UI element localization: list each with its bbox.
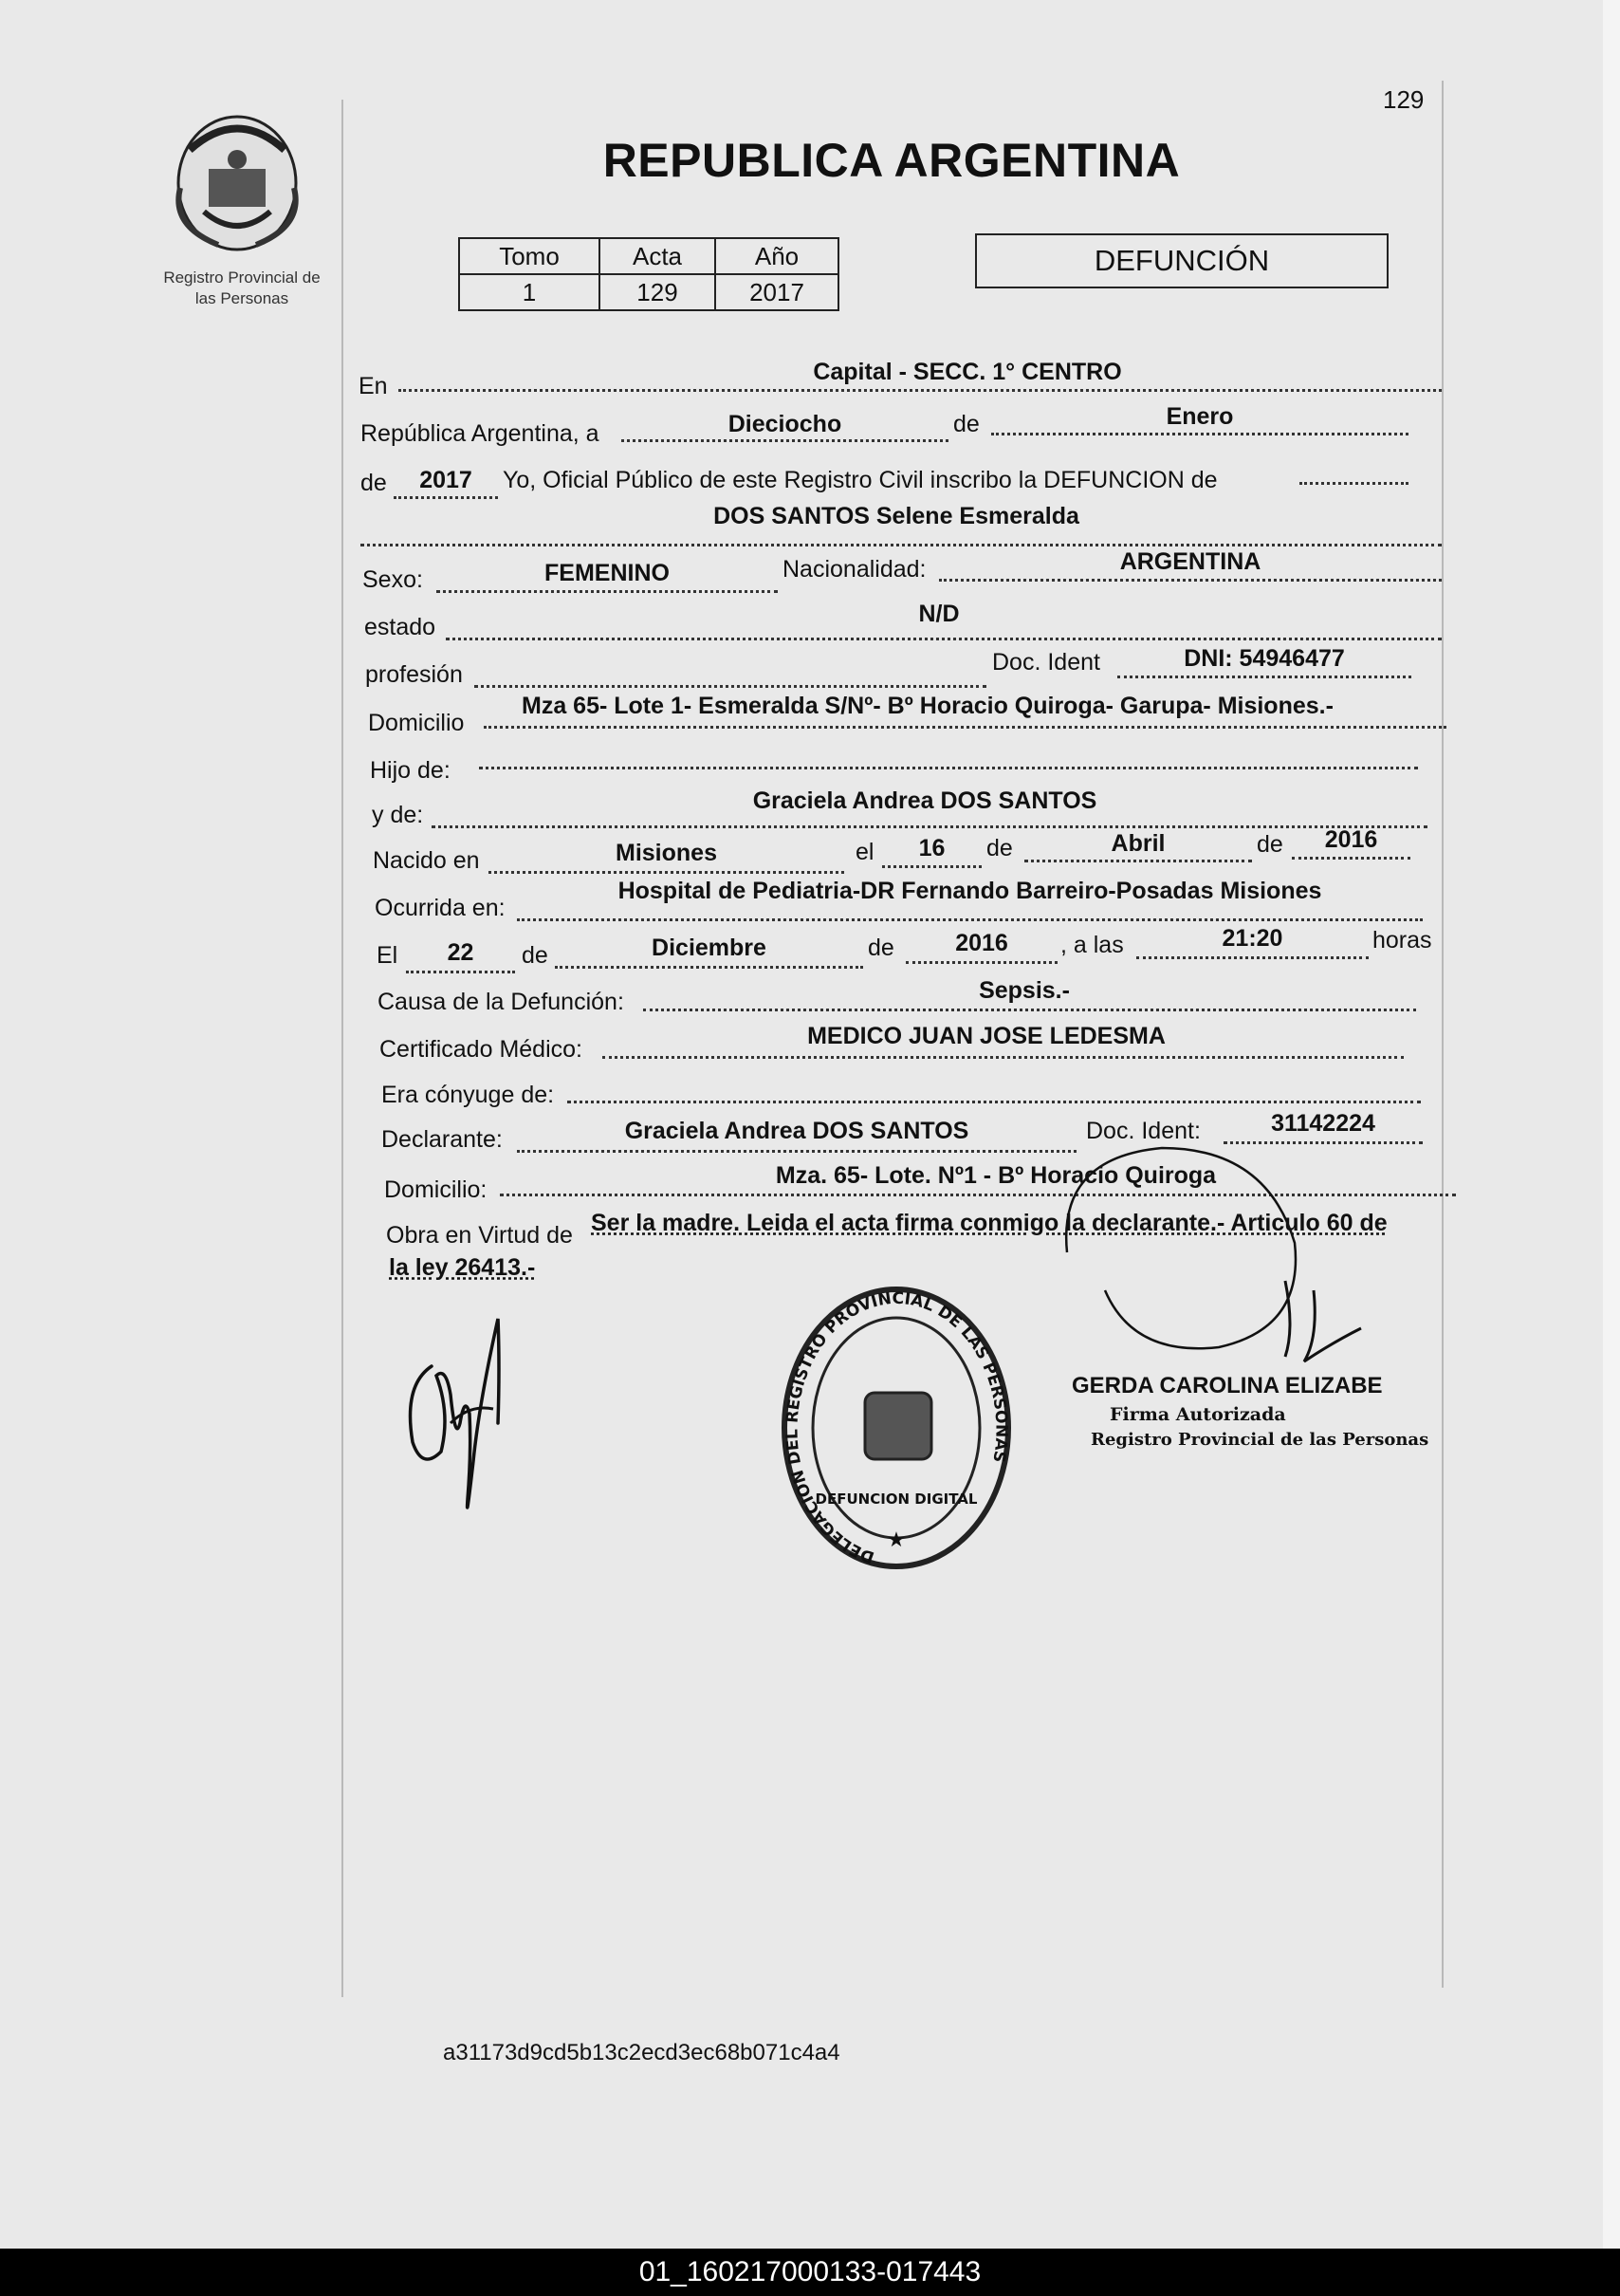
- doc-value: DNI: 54946477: [1184, 645, 1345, 672]
- nac-mes-value: Abril: [1111, 830, 1166, 857]
- nac-dia-value: 16: [918, 835, 946, 861]
- hijo-dots: [479, 767, 1418, 769]
- de-label: de: [953, 411, 980, 437]
- hora-value: 21:20: [1222, 925, 1283, 952]
- hijo-label: Hijo de:: [370, 757, 451, 784]
- province-seal-icon: [152, 112, 322, 254]
- en-value: Capital - SECC. 1° CENTRO: [813, 359, 1122, 385]
- nac-anio-dots: [1292, 857, 1410, 860]
- sexo-label: Sexo:: [362, 566, 423, 593]
- day-value: Dieciocho: [727, 411, 842, 437]
- def-mes-value: Diciembre: [652, 935, 766, 961]
- svg-text:★: ★: [887, 1528, 906, 1551]
- domicilio2-value: Mza. 65- Lote. Nº1 - Bº Horacio Quiroga: [775, 1162, 1217, 1189]
- official-signature: [394, 1309, 536, 1542]
- nacionalidad-label: Nacionalidad:: [782, 556, 927, 583]
- hora-dots: [1136, 956, 1369, 959]
- nac-de2-label: de: [1257, 831, 1283, 858]
- nacido-value: Misiones: [616, 840, 717, 866]
- declarante-label: Declarante:: [381, 1126, 503, 1153]
- def-de1-label: de: [522, 942, 548, 969]
- sexo-dots: [436, 590, 778, 593]
- margin-line-left: [341, 100, 343, 1997]
- round-stamp-inner: DEFUNCION DIGITAL: [815, 1491, 978, 1508]
- certificado-value: MEDICO JUAN JOSE LEDESMA: [807, 1023, 1166, 1049]
- ocurrida-label: Ocurrida en:: [375, 895, 506, 921]
- inscribo-dots: [1299, 482, 1408, 485]
- inscribo-text: Yo, Oficial Público de este Registro Civil inscribo la DEFUNCION de: [503, 467, 1218, 493]
- el2-label: El: [377, 942, 398, 969]
- profesion-label: profesión: [365, 661, 463, 688]
- yde-label: y de:: [372, 802, 424, 828]
- domicilio-dots: [484, 726, 1446, 729]
- estado-label: estado: [364, 614, 436, 640]
- certificado-dots: [602, 1056, 1404, 1059]
- record-table: [458, 237, 839, 311]
- name-dots: [360, 544, 1442, 546]
- file-id-bar: 01_160217000133-017443: [0, 2249, 1620, 2296]
- record-type-box: DEFUNCIÓN: [975, 233, 1389, 288]
- declarante-dots: [517, 1150, 1077, 1153]
- officer-role: Firma Autorizada: [1110, 1404, 1286, 1425]
- tomo-value: 1: [459, 274, 599, 310]
- el-label: el: [856, 839, 874, 865]
- margin-line-right: [1442, 81, 1444, 1988]
- certificado-label: Certificado Médico:: [379, 1036, 582, 1063]
- obra-value-line2: la ley 26413.-: [389, 1254, 536, 1281]
- alas-label: , a las: [1060, 932, 1124, 958]
- doc2-label: Doc. Ident:: [1086, 1118, 1201, 1144]
- registry-name-line1: Registro Provincial de: [163, 268, 321, 287]
- anio-value: 2017: [715, 274, 838, 310]
- declarante-value: Graciela Andrea DOS SANTOS: [624, 1118, 969, 1144]
- deceased-name: DOS SANTOS Selene Esmeralda: [713, 503, 1079, 529]
- obra-label: Obra en Virtud de: [386, 1222, 573, 1249]
- nacionalidad-dots: [939, 579, 1442, 582]
- round-stamp-text: DELEGACION DEL REGISTRO PROVINCIAL DE LAS PERSONAS: [782, 1288, 1011, 1567]
- declarant-signature: [1048, 1139, 1408, 1390]
- sexo-value: FEMENINO: [544, 560, 670, 586]
- conyuge-dots: [567, 1101, 1421, 1103]
- horas-label: horas: [1372, 927, 1432, 954]
- ocurrida-dots: [517, 918, 1423, 921]
- nac-de1-label: de: [986, 835, 1013, 861]
- nac-anio-value: 2016: [1324, 826, 1378, 853]
- page-title: REPUBLICA ARGENTINA: [602, 134, 1181, 187]
- registry-name: [142, 268, 341, 309]
- domicilio2-label: Domicilio:: [384, 1176, 488, 1203]
- def-anio-value: 2016: [955, 930, 1008, 956]
- page-edge: [1603, 0, 1620, 2249]
- def-de2-label: de: [868, 935, 894, 961]
- delegation-round-stamp: [778, 1281, 1015, 1580]
- ocurrida-value: Hospital de Pediatria-DR Fernando Barreiro-Posadas Misiones: [617, 878, 1322, 904]
- registry-name-line2: las Personas: [194, 289, 289, 307]
- def-dia-dots: [406, 971, 515, 973]
- causa-label: Causa de la Defunción:: [377, 989, 624, 1015]
- acta-header: Acta: [599, 238, 715, 274]
- nacionalidad-value: ARGENTINA: [1119, 548, 1261, 575]
- tomo-header: Tomo: [459, 238, 599, 274]
- obra-value-line1: Ser la madre. Leida el acta firma conmigo la declarante.- Articulo 60 de: [591, 1210, 1388, 1236]
- document-hash: a31173d9cd5b13c2ecd3ec68b071c4a4: [443, 2040, 840, 2065]
- doc-label: Doc. Ident: [992, 649, 1100, 676]
- nac-mes-dots: [1024, 860, 1252, 862]
- estado-dots: [446, 638, 1442, 640]
- def-anio-dots: [906, 961, 1058, 964]
- estado-value: N/D: [918, 601, 960, 627]
- doc-dots: [1117, 676, 1411, 678]
- republica-label: República Argentina, a: [360, 420, 599, 447]
- en-dots: [398, 389, 1442, 392]
- profesion-dots: [474, 685, 986, 688]
- anio-header: Año: [715, 238, 838, 274]
- causa-value: Sepsis.-: [979, 977, 1070, 1004]
- officer-office: Registro Provincial de las Personas: [1091, 1430, 1429, 1450]
- causa-dots: [643, 1009, 1416, 1011]
- nacido-dots: [488, 871, 844, 874]
- day-dots: [621, 439, 948, 442]
- nacido-label: Nacido en: [373, 847, 480, 874]
- month-dots: [991, 433, 1408, 435]
- year-dots: [394, 496, 498, 499]
- yde-dots: [432, 825, 1427, 828]
- conyuge-label: Era cónyuge de:: [381, 1082, 555, 1108]
- officer-name: GERDA CAROLINA ELIZABE: [1072, 1373, 1383, 1398]
- nac-dia-dots: [882, 865, 982, 868]
- page-number: 129: [1383, 85, 1425, 114]
- doc2-value: 31142224: [1271, 1110, 1375, 1137]
- year-de-label: de: [360, 470, 387, 496]
- madre-value: Graciela Andrea DOS SANTOS: [752, 787, 1097, 814]
- def-mes-dots: [555, 966, 863, 969]
- month-value: Enero: [1166, 403, 1234, 430]
- acta-value: 129: [599, 274, 715, 310]
- domicilio-label: Domicilio: [368, 710, 465, 736]
- en-label: En: [359, 373, 388, 399]
- domicilio-value: Mza 65- Lote 1- Esmeralda S/Nº- Bº Horacio Quiroga- Garupa- Misiones.-: [522, 693, 1334, 719]
- year-value: 2017: [419, 467, 472, 493]
- def-dia-value: 22: [447, 939, 474, 966]
